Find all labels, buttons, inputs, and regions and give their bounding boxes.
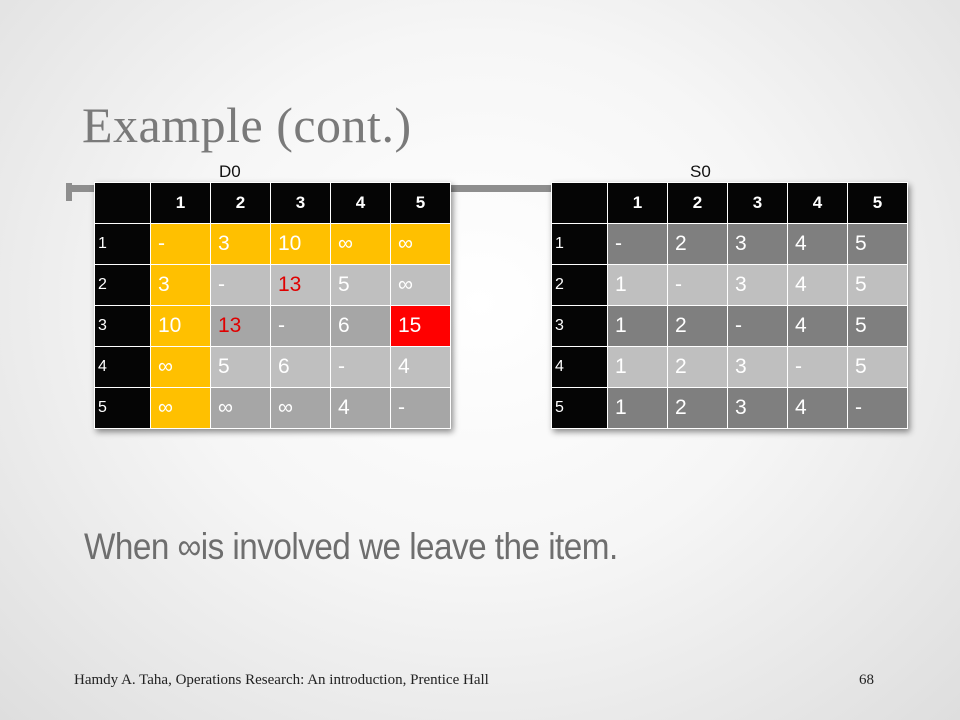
s0-matrix bbox=[551, 182, 908, 429]
d0-cell: 13 bbox=[211, 306, 271, 347]
d0-cell: 3 bbox=[211, 224, 271, 265]
d0-cell: - bbox=[211, 265, 271, 306]
d0-row-header: 5 bbox=[95, 388, 151, 429]
d0-cell: 10 bbox=[151, 306, 211, 347]
s0-cell: - bbox=[668, 265, 728, 306]
s0-corner-cell bbox=[552, 183, 608, 224]
s0-cell: 4 bbox=[788, 224, 848, 265]
s0-row-header: 2 bbox=[552, 265, 608, 306]
s0-cell: 2 bbox=[668, 388, 728, 429]
d0-cell: 10 bbox=[271, 224, 331, 265]
d0-row bbox=[95, 265, 451, 306]
d0-cell: 6 bbox=[271, 347, 331, 388]
s0-row bbox=[552, 306, 908, 347]
s0-row bbox=[552, 388, 908, 429]
s0-col-header: 1 bbox=[608, 183, 668, 224]
s0-cell: 1 bbox=[608, 306, 668, 347]
d0-cell: ∞ bbox=[391, 224, 451, 265]
s0-row-header: 1 bbox=[552, 224, 608, 265]
d0-cell: ∞ bbox=[391, 265, 451, 306]
d0-col-header: 5 bbox=[391, 183, 451, 224]
d0-row bbox=[95, 224, 451, 265]
s0-col-header: 2 bbox=[668, 183, 728, 224]
d0-row-header: 3 bbox=[95, 306, 151, 347]
s0-cell: 5 bbox=[848, 224, 908, 265]
s0-header-row bbox=[552, 183, 908, 224]
explanation-text: When ∞is involved we leave the item. bbox=[84, 526, 618, 567]
s0-row-header: 4 bbox=[552, 347, 608, 388]
s0-cell: 4 bbox=[788, 388, 848, 429]
d0-row bbox=[95, 347, 451, 388]
s0-caption: S0 bbox=[690, 162, 711, 181]
s0-cell: 3 bbox=[728, 388, 788, 429]
s0-cell: 5 bbox=[848, 306, 908, 347]
d0-cell: ∞ bbox=[211, 388, 271, 429]
s0-cell: 2 bbox=[668, 347, 728, 388]
d0-cell: 3 bbox=[151, 265, 211, 306]
d0-cell: 15 bbox=[391, 306, 451, 347]
s0-row bbox=[552, 224, 908, 265]
s0-cell: 3 bbox=[728, 224, 788, 265]
slide-title: Example (cont.) bbox=[82, 97, 412, 153]
s0-cell: 5 bbox=[848, 265, 908, 306]
s0-cell: 5 bbox=[848, 347, 908, 388]
s0-row-header: 5 bbox=[552, 388, 608, 429]
d0-cell: 4 bbox=[331, 388, 391, 429]
d0-cell: - bbox=[391, 388, 451, 429]
d0-cell: 5 bbox=[211, 347, 271, 388]
s0-cell: 3 bbox=[728, 265, 788, 306]
d0-cell: 4 bbox=[391, 347, 451, 388]
d0-cell: 5 bbox=[331, 265, 391, 306]
s0-col-header: 5 bbox=[848, 183, 908, 224]
page-number: 68 bbox=[859, 672, 874, 688]
s0-cell: - bbox=[848, 388, 908, 429]
d0-caption: D0 bbox=[219, 162, 241, 181]
d0-matrix bbox=[94, 182, 451, 429]
s0-col-header: 4 bbox=[788, 183, 848, 224]
d0-row bbox=[95, 388, 451, 429]
d0-cell: ∞ bbox=[271, 388, 331, 429]
s0-cell: - bbox=[728, 306, 788, 347]
d0-row-header: 4 bbox=[95, 347, 151, 388]
s0-cell: 2 bbox=[668, 224, 728, 265]
s0-cell: 3 bbox=[728, 347, 788, 388]
d0-cell: 13 bbox=[271, 265, 331, 306]
d0-cell: ∞ bbox=[331, 224, 391, 265]
d0-col-header: 4 bbox=[331, 183, 391, 224]
d0-row-header: 1 bbox=[95, 224, 151, 265]
d0-row-header: 2 bbox=[95, 265, 151, 306]
s0-cell: 4 bbox=[788, 265, 848, 306]
d0-header-row bbox=[95, 183, 451, 224]
s0-row bbox=[552, 347, 908, 388]
d0-corner-cell bbox=[95, 183, 151, 224]
s0-row-header: 3 bbox=[552, 306, 608, 347]
footer-citation: Hamdy A. Taha, Operations Research: An introduction, Prentice Hall bbox=[74, 672, 489, 688]
d0-cell: ∞ bbox=[151, 388, 211, 429]
d0-cell: - bbox=[271, 306, 331, 347]
s0-cell: - bbox=[788, 347, 848, 388]
s0-cell: 2 bbox=[668, 306, 728, 347]
d0-col-header: 1 bbox=[151, 183, 211, 224]
s0-row bbox=[552, 265, 908, 306]
title-underline-end bbox=[66, 183, 72, 201]
d0-cell: 6 bbox=[331, 306, 391, 347]
d0-cell: ∞ bbox=[151, 347, 211, 388]
s0-cell: 1 bbox=[608, 265, 668, 306]
s0-col-header: 3 bbox=[728, 183, 788, 224]
d0-cell: - bbox=[151, 224, 211, 265]
d0-row bbox=[95, 306, 451, 347]
s0-cell: 1 bbox=[608, 388, 668, 429]
s0-cell: 1 bbox=[608, 347, 668, 388]
d0-col-header: 2 bbox=[211, 183, 271, 224]
d0-cell: - bbox=[331, 347, 391, 388]
d0-col-header: 3 bbox=[271, 183, 331, 224]
s0-cell: - bbox=[608, 224, 668, 265]
s0-cell: 4 bbox=[788, 306, 848, 347]
